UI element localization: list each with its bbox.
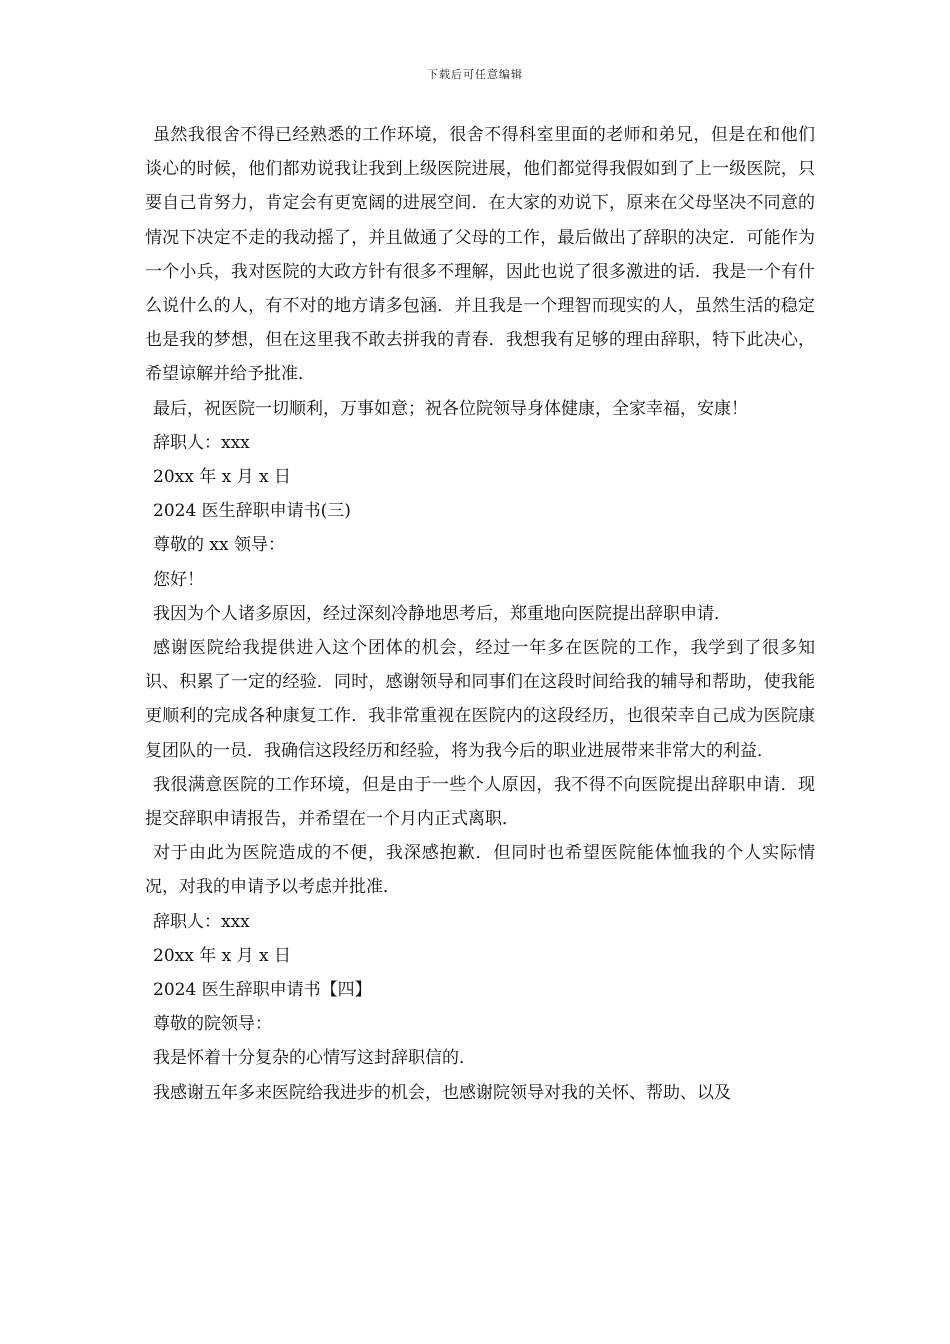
page-header: 下载后可任意编辑 — [427, 68, 523, 81]
signature-line: 辞职人：xxx — [153, 911, 250, 932]
body-paragraph: 对于由此为医院造成的不便，我深感抱歉．但同时也希望医院能体恤我的个人实际情况，对我的申请予以考虑并批准． — [145, 843, 815, 898]
body-paragraph: 虽然我很舍不得已经熟悉的工作环境，很舍不得科室里面的老师和弟兄，但是在和他们谈心的时候，他们都劝说我让我到上级医院进展，他们都觉得我假如到了上一级医院，只要自己肯努力，肯定会有更宽阔的进展空间．在大家的劝说下，原来在父母坚决不同意的情况下决定不走的我动摇了，并且做通了父母的工作，最后做出了辞职的决定．可能作为一个小兵，我对医院的大政方针有很多不理解，因此也说了很多激进的话．我是一个有什么说什么的人，有不对的地方请多包涵．并且我是一个理智而现实的人，虽然生活的稳定也是我的梦想，但在这里我不敢去拼我的青春．我想我有足够的理由辞职，特下此决心，希望谅解并给予批准． — [145, 125, 815, 385]
document-body — [145, 118, 815, 1110]
body-paragraph: 我很满意医院的工作环境，但是由于一些个人原因，我不得不向医院提出辞职申请．现提交辞职申请报告，并希望在一个月内正式离职． — [145, 774, 815, 830]
closing-wishes: 最后，祝医院一切顺利，万事如意；祝各位院领导身体健康，全家幸福，安康！ — [153, 398, 748, 419]
section-title: 2024 医生辞职申请书【四】 — [153, 980, 372, 1001]
date-line: 20xx 年 x 月 x 日 — [153, 467, 292, 488]
section-title: 2024 医生辞职申请书(三) — [153, 501, 351, 522]
body-paragraph: 我感谢五年多来医院给我进步的机会，也感谢院领导对我的关怀、帮助、以及 — [153, 1082, 731, 1103]
salutation: 尊敬的 xx 领导： — [153, 535, 285, 556]
signature-line: 辞职人：xxx — [153, 432, 250, 453]
body-paragraph: 我因为个人诸多原因，经过深刻冷静地思考后，郑重地向医院提出辞职申请． — [153, 603, 731, 624]
date-line: 20xx 年 x 月 x 日 — [153, 945, 292, 966]
body-paragraph: 我是怀着十分复杂的心情写这封辞职信的． — [153, 1048, 476, 1069]
salutation: 尊敬的院领导： — [153, 1014, 272, 1035]
greeting: 您好！ — [153, 569, 204, 590]
body-paragraph: 感谢医院给我提供进入这个团体的机会，经过一年多在医院的工作，我学到了很多知识、积累了一定的经验．同时，感谢领导和同事们在这段时间给我的辅导和帮助，使我能更顺利的完成各种康复工作．我非常重视在医院内的这段经历，也很荣幸自己成为医院康复团队的一员．我确信这段经历和经验，将为我今后的职业进展带来非常大的利益． — [145, 638, 815, 761]
